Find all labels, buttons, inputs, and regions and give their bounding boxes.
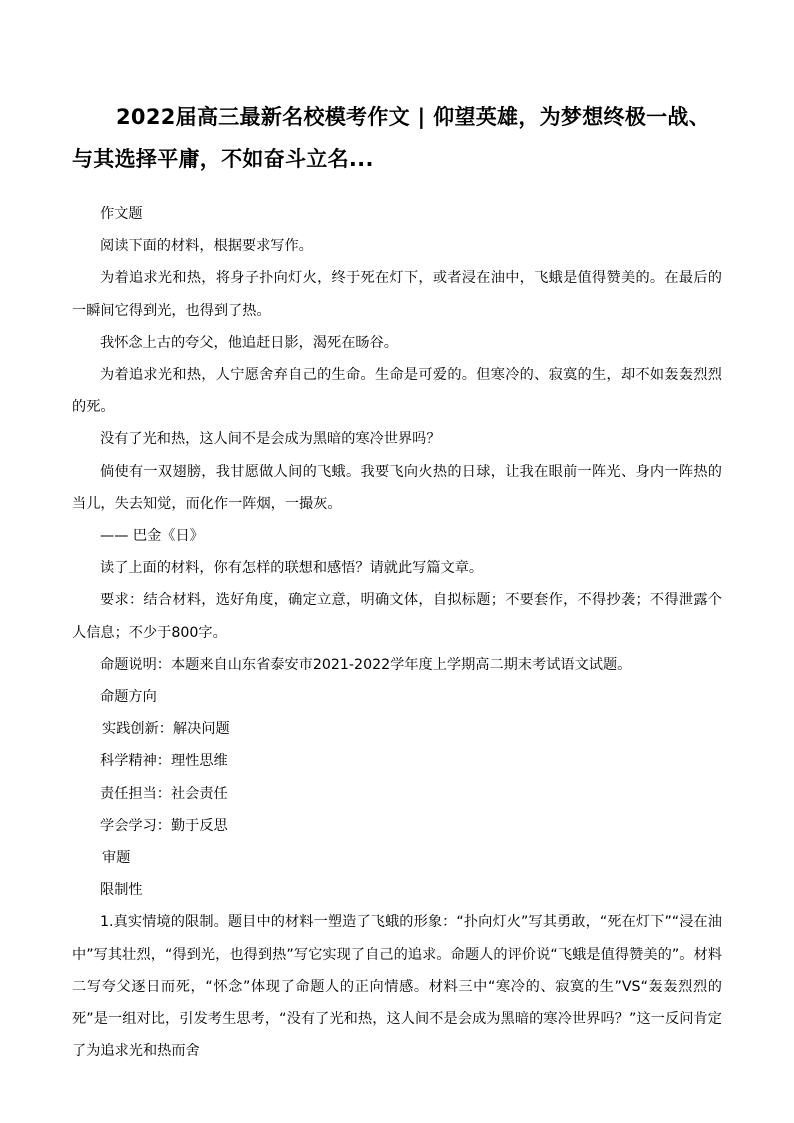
- paragraph-instruction: 阅读下面的材料，根据要求写作。: [100, 238, 313, 255]
- paragraph-material-wings: 倘使有一双翅膀，我甘愿做人间的飞蛾。我要飞向火热的日球，让我在眼前一阵光、身内一阵热的当儿，失去知觉，而化作一阵烟，一撮灰。: [72, 463, 722, 512]
- paragraph-origin-note: 命题说明：本题来自山东省泰安市2021-2022学年度上学期高二期末考试语文试题。: [100, 656, 632, 673]
- paragraph-source: —— 巴金《日》: [100, 528, 204, 545]
- paragraph-material-kuafu: 我怀念上古的夸父，他追赶日影，渴死在旸谷。: [100, 334, 398, 351]
- paragraph-direction-learning: 学会学习：勤于反思: [100, 817, 228, 834]
- paragraph-material-life: 为着追求光和热，人宁愿舍弃自己的生命。生命是可爱的。但寒冷的、寂寞的生，却不如轰轰烈烈的死。: [72, 367, 722, 416]
- paragraph-direction-practice: 实践创新：解决问题: [102, 721, 230, 738]
- paragraph-direction-responsibility: 责任担当：社会责任: [100, 785, 228, 802]
- paragraph-direction-science: 科学精神：理性思维: [100, 753, 228, 770]
- paragraph-material-moth: 为着追求光和热，将身子扑向灯火，终于死在灯下，或者浸在油中，飞蛾是值得赞美的。在最后的一瞬间它得到光，也得到了热。: [72, 270, 722, 319]
- paragraph-limitation-heading: 限制性: [100, 882, 143, 899]
- paragraph-direction-heading: 命题方向: [100, 689, 157, 706]
- paragraph-material-question: 没有了光和热，这人间不是会成为黑暗的寒冷世界吗？: [100, 431, 441, 448]
- paragraph-analysis-heading: 审题: [102, 850, 131, 867]
- paragraph-requirements: 要求：结合材料，选好角度，确定立意，明确文体，自拟标题；不要套作，不得抄袭；不得泄露个人信息；不少于800字。: [72, 592, 722, 641]
- paragraph-limitation-1: 1.真实情境的限制。题目中的材料一塑造了飞蛾的形象：“扑向灯火”写其勇敢，“死在灯下”“浸在油中”写其壮烈，“得到光，也得到热”写它实现了自己的追求。命题人的评价说“飞蛾是值得赞美的”。材料二写夸父逐日而死，“怀念”体现了命题人的正向情感。材料三中“寒冷的、寂寞的生”VS“轰轰烈烈的死”是一组对比，引发考生思考，“没有了光和热，这人间不是会成为黑暗的寒冷世界吗？”这一反问肯定了为追求光和热而舍: [72, 914, 722, 1060]
- document-title: 2022届高三最新名校模考作文 | 仰望英雄，为梦想终极一战、与其选择平庸，不如奋斗立名...: [72, 105, 711, 171]
- paragraph-task: 读了上面的材料，你有怎样的联想和感悟？请就此写篇文章。: [100, 560, 484, 577]
- paragraph-prompt-heading: 作文题: [100, 206, 143, 222]
- document-body: [72, 198, 722, 1067]
